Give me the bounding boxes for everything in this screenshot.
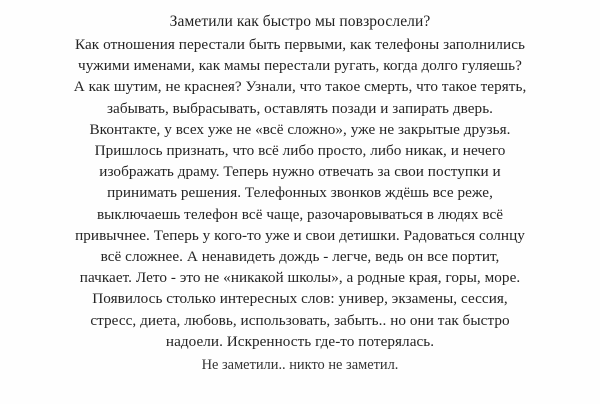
- body-line: чужими именами, как мамы перестали ругать, когда долго гуляешь?: [78, 57, 522, 75]
- body-line: всё сложнее. А ненавидеть дождь - легче, ведь он все портит,: [100, 248, 500, 266]
- body-line: Пришлось признать, что всё либо просто, либо никак, и нечего: [94, 142, 506, 160]
- page-title: Заметили как быстро мы повзрослели?: [169, 13, 431, 30]
- closing-line: Не заметили.. никто не заметил.: [201, 357, 399, 374]
- body-line: забывать, выбрасывать, оставлять позади и запирать дверь.: [106, 99, 494, 117]
- body-line: пачкает. Лето - это не «никакой школы», а родные края, горы, море.: [79, 269, 521, 287]
- body-line: стресс, диета, любовь, использовать, забыть.. но они так быстро: [90, 311, 510, 329]
- body-line: надоели. Искренность где-то потерялась.: [165, 332, 435, 350]
- body-line: изображать драму. Теперь нужно отвечать за свои поступки и: [99, 163, 501, 181]
- body-line: Как отношения перестали быть первыми, как телефоны заполнились: [75, 36, 525, 53]
- body-line: выключаешь телефон всё чаще, разочаровываться в людях всё: [96, 205, 504, 223]
- document-body: [14, 34, 586, 352]
- body-line: Вконтакте, у всех уже не «всё сложно», уже не закрытые друзья.: [89, 120, 511, 138]
- body-line: привычнее. Теперь у кого-то уже и свои детишки. Радоваться солнцу: [75, 226, 525, 244]
- body-line: А как шутим, не краснея? Узнали, что такое смерть, что такое терять,: [73, 78, 527, 96]
- body-line: Появилось столько интересных слов: универ, экзамены, сессия,: [92, 290, 508, 308]
- body-line: принимать решения. Телефонных звонков ждёшь все реже,: [107, 184, 493, 202]
